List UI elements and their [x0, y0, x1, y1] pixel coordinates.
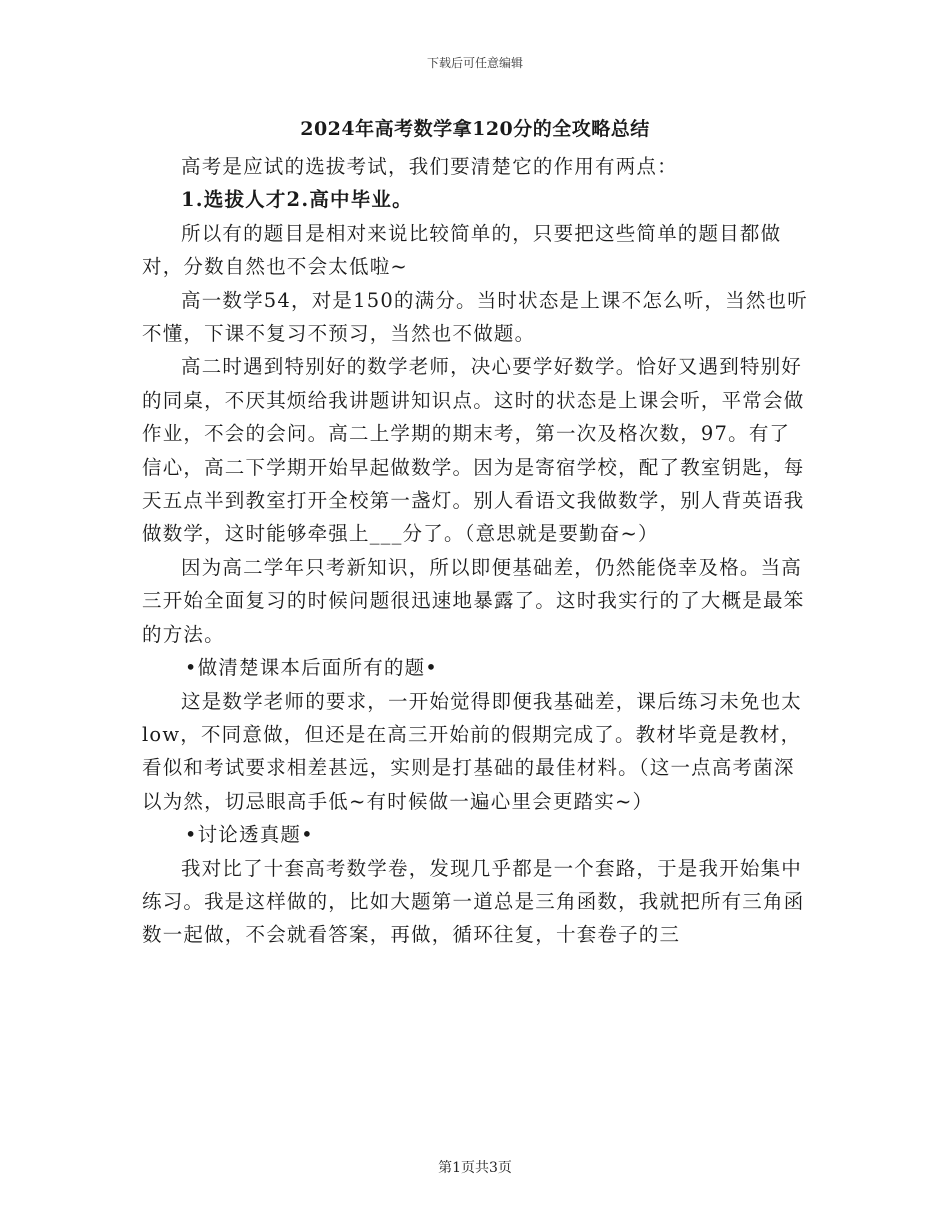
paragraph: 我对比了十套高考数学卷，发现几乎都是一个套路，于是我开始集中练习。我是这样做的，比如大题第一道总是三角函数，我就把所有三角函数一起做，不会就看答案，再做，循环往复，十套卷子的三 — [142, 856, 805, 947]
paragraph: 高二时遇到特别好的数学老师，决心要学好数学。恰好又遇到特别好的同桌，不厌其烦给我讲题讲知识点。这时的状态是上课会听，平常会做作业，不会的会问。高二上学期的期末考，第一次及格次数，97。有了信心，高二下学期开始早起做数学。因为是寄宿学校，配了教室钥匙，每天五点半到教室打开全校第一盏灯。别人看语文我做数学，别人背英语我做数学，这时能够牵强上___分了。（意思就是要勤奋~） — [142, 355, 805, 546]
paragraph: 所以有的题目是相对来说比较简单的，只要把这些简单的题目都做对，分数自然也不会太低啦~ — [142, 221, 782, 279]
paragraph-intro: 高考是应试的选拔考试，我们要清楚它的作用有两点： — [181, 155, 678, 178]
document-body — [142, 150, 808, 952]
header-note: 下载后可任意编辑 — [426, 56, 523, 70]
paragraph: 这是数学老师的要求，一开始觉得即便我基础差，课后练习未免也太low，不同意做，但还是在高三开始前的假期完成了。教材毕竟是教材，看似和考试要求相差甚远，实则是打基础的最佳材料。（这一点高考菌深以为然，切忌眼高手低~有时候做一遍心里会更踏实~） — [142, 689, 803, 813]
paragraph: 高一数学54，对是150的满分。当时状态是上课不怎么听，当然也听不懂，下课不复习不预习，当然也不做题。 — [142, 288, 808, 346]
page-number: 第1页共3页 — [438, 1160, 512, 1176]
paragraph: 因为高二学年只考新知识，所以即便基础差，仍然能侥幸及格。当高三开始全面复习的时候问题很迅速地暴露了。这时我实行的了大概是最笨的方法。 — [142, 555, 805, 646]
section-heading-past-papers: •讨论透真题• — [184, 823, 314, 847]
paragraph-points: 1.选拔人才2.高中毕业。 — [181, 188, 413, 212]
document-title: 2024年高考数学拿120分的全攻略总结 — [300, 118, 650, 140]
section-heading-textbook: •做清楚课本后面所有的题• — [184, 656, 438, 680]
